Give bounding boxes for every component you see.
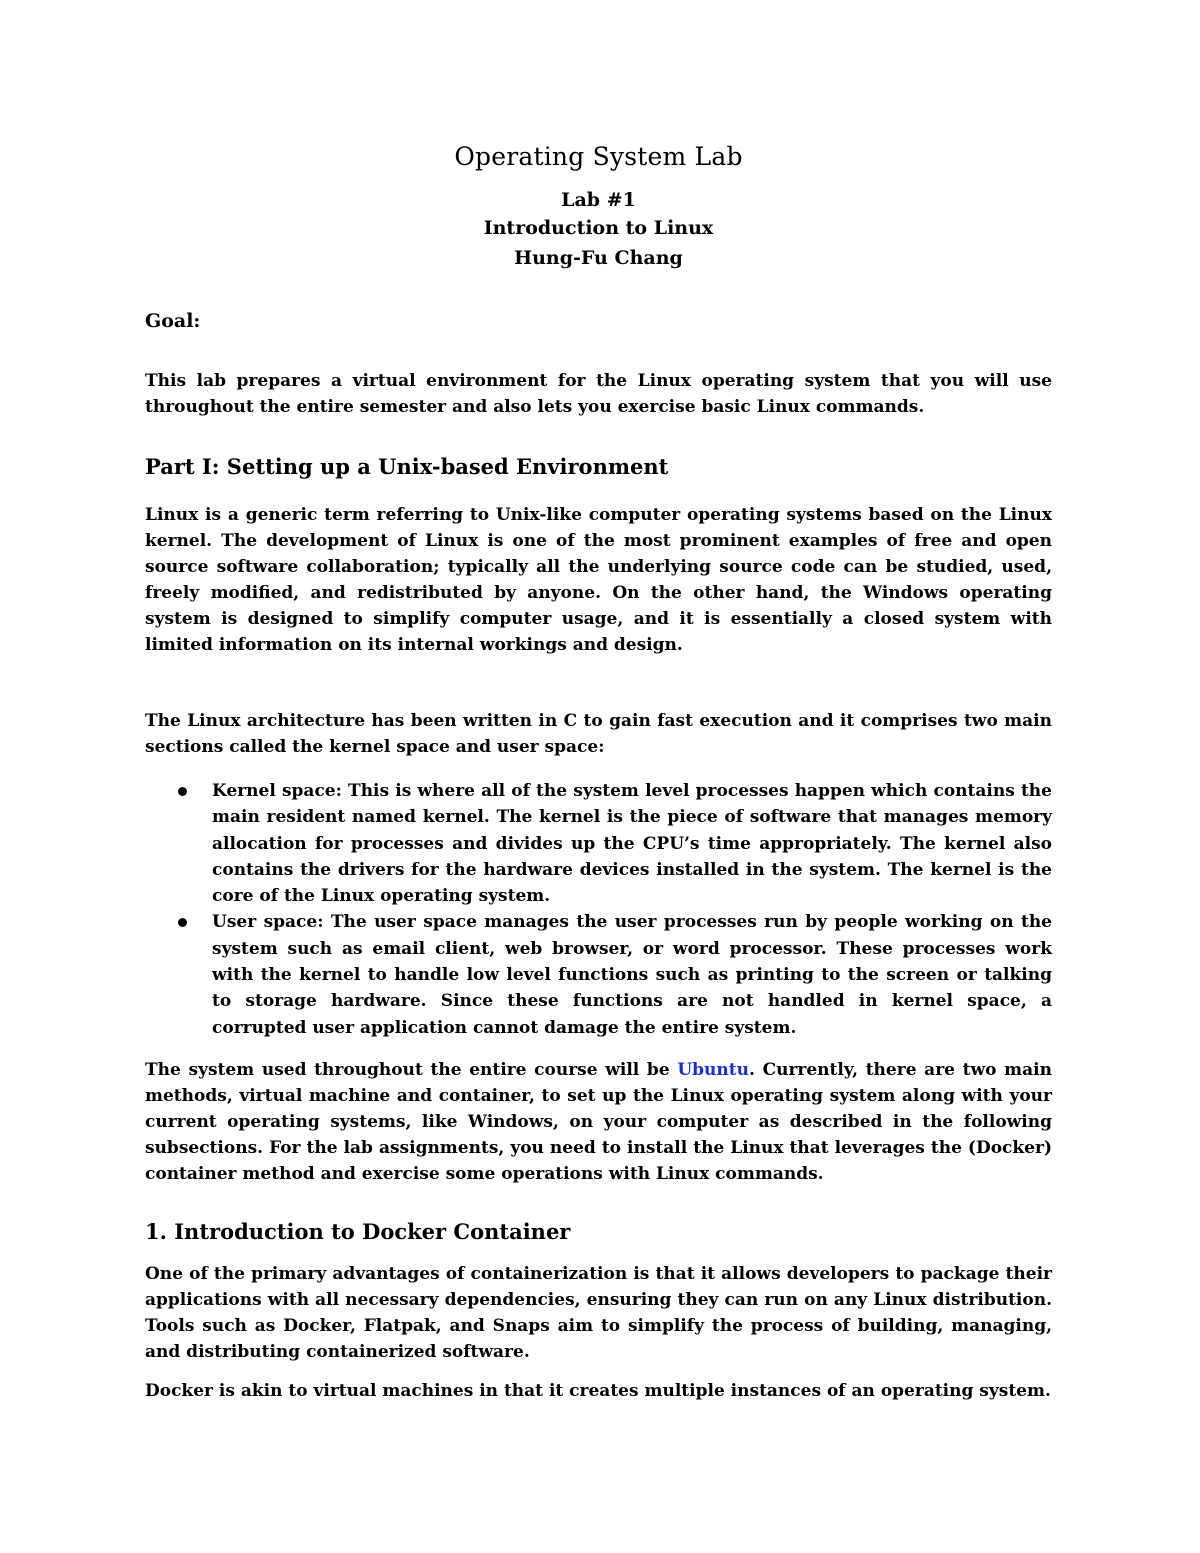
bullet-text: Kernel space: This is where all of the system level processes happen which contains the main resident named kernel. The kernel is the piece of software that manages memory allocation for processes and divides up the CPU’s time appropriately. The kernel also contains the drivers for the hardware devices installed in the system. The kernel is the core of the Linux operating system. bbox=[212, 781, 1052, 907]
list-item-kernel-space bbox=[145, 778, 1052, 909]
part1-paragraph-1: Linux is a generic term referring to Unix-like computer operating systems based on the Linux kernel. The development of Linux is one of the most prominent examples of free and open source software collaboration; typically all the underlying source code can be studied, used, freely modified, and redistributed by anyone. On the other hand, the Windows operating system is designed to simplify computer usage, and it is essentially a closed system with limited information on its internal workings and design. bbox=[145, 505, 1052, 655]
document-title: Operating System Lab bbox=[454, 142, 743, 171]
lab-topic: Introduction to Linux bbox=[483, 217, 714, 239]
ubuntu-link[interactable]: Ubuntu bbox=[677, 1060, 749, 1080]
lab-number: Lab #1 bbox=[561, 189, 636, 211]
bullet-text: User space: The user space manages the user processes run by people working on the system such as email client, web browser, or word processor. These processes work with the kernel to handle low level functions such as printing to the screen or talking to storage hardware. Since these functions are not handled in kernel space, a corrupted user application cannot damage the entire system. bbox=[212, 912, 1052, 1038]
architecture-bullet-list bbox=[145, 778, 1052, 1041]
section1-paragraph-1: One of the primary advantages of containerization is that it allows developers to package their applications with all necessary dependencies, ensuring they can run on any Linux distribution. Tools such as Docker, Flatpak, and Snaps aim to simplify the process of building, managing, and distributing containerized software. bbox=[145, 1264, 1052, 1362]
goal-heading: Goal: bbox=[145, 310, 201, 332]
goal-text: This lab prepares a virtual environment for the Linux operating system that you will use throughout the entire semester and also lets you exercise basic Linux commands. bbox=[145, 371, 1052, 417]
bullet-icon bbox=[178, 918, 187, 927]
section1-paragraph-2: Docker is akin to virtual machines in that it creates multiple instances of an operating system. bbox=[145, 1381, 1051, 1401]
section1-heading: 1. Introduction to Docker Container bbox=[145, 1219, 571, 1244]
bullet-icon bbox=[178, 787, 187, 796]
para3-text-before: The system used throughout the entire course will be bbox=[145, 1060, 678, 1080]
part1-paragraph-2: The Linux architecture has been written in C to gain fast execution and it comprises two main sections called the kernel space and user space: bbox=[145, 711, 1052, 757]
para3-text-after: . Currently, there are two main methods, virtual machine and container, to set up the Linux operating system along with your current operating systems, like Windows, on your computer as described in the following subsections. For the lab assignments, you need to install the Linux that leverages the (Docker) container method and exercise some operations with Linux commands. bbox=[145, 1060, 1052, 1184]
list-item-user-space bbox=[145, 909, 1052, 1040]
part1-paragraph-3 bbox=[145, 1057, 1052, 1187]
author-name: Hung-Fu Chang bbox=[514, 247, 683, 269]
part1-heading: Part I: Setting up a Unix-based Environment bbox=[145, 454, 669, 479]
document-page bbox=[145, 0, 1052, 1553]
